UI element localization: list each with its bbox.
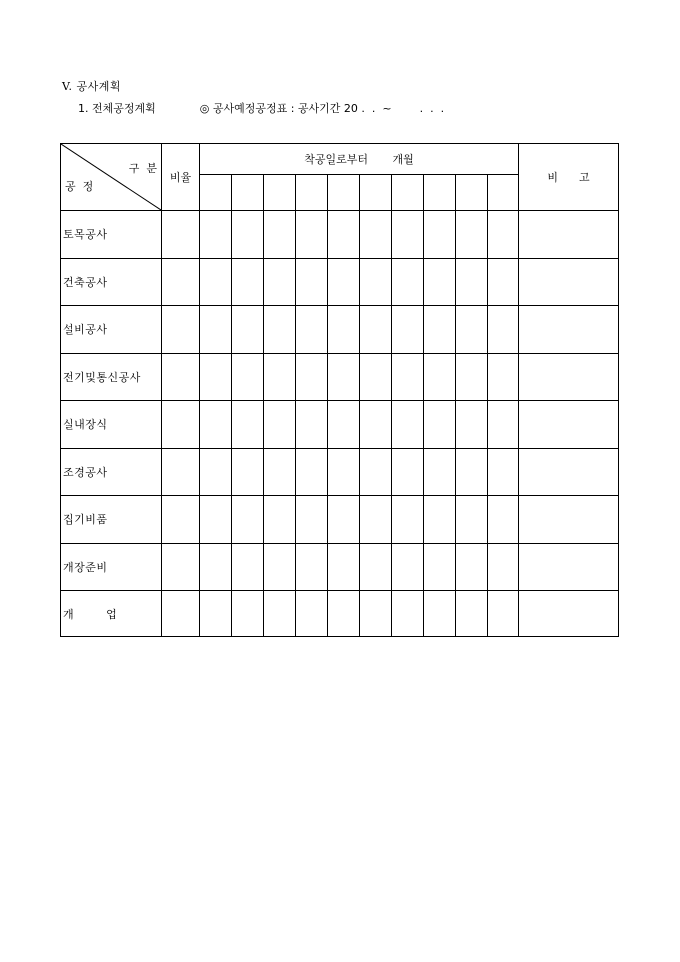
ratio-cell[interactable] (162, 448, 200, 496)
process-row (61, 448, 619, 496)
month-cell[interactable] (264, 591, 296, 637)
schedule-label: ◎ 공사예정공정표 : 공사기간 20 . . ~ . . . (199, 102, 445, 115)
remarks-cell[interactable] (519, 401, 619, 449)
month-cell[interactable] (264, 353, 296, 401)
month-cell[interactable] (264, 543, 296, 591)
month-cell[interactable] (360, 258, 392, 306)
month-cell[interactable] (264, 496, 296, 544)
month-cell[interactable] (296, 496, 328, 544)
month-cell[interactable] (360, 401, 392, 449)
month-cell (456, 175, 488, 211)
section-heading: V. 공사계획 (62, 80, 122, 93)
month-cell (200, 175, 232, 211)
month-cell[interactable] (232, 543, 264, 591)
remarks-cell[interactable] (519, 448, 619, 496)
ratio-cell[interactable] (162, 258, 200, 306)
month-cell[interactable] (200, 401, 232, 449)
month-cell[interactable] (360, 306, 392, 354)
month-cell[interactable] (200, 448, 232, 496)
month-cell[interactable] (456, 353, 488, 401)
month-cell[interactable] (456, 496, 488, 544)
month-cell[interactable] (200, 353, 232, 401)
month-cell[interactable] (264, 448, 296, 496)
month-cell[interactable] (200, 591, 232, 637)
month-cell[interactable] (424, 306, 456, 354)
month-cell[interactable] (488, 211, 519, 259)
remarks-cell[interactable] (519, 543, 619, 591)
month-cell[interactable] (328, 258, 360, 306)
month-cell[interactable] (328, 401, 360, 449)
month-cell[interactable] (360, 211, 392, 259)
month-cell[interactable] (456, 258, 488, 306)
process-name: 건축공사 (61, 258, 162, 306)
month-cell (328, 175, 360, 211)
process-row (61, 543, 619, 591)
month-cell[interactable] (424, 401, 456, 449)
month-cell[interactable] (200, 543, 232, 591)
process-name: 개장준비 (61, 543, 162, 591)
month-cell[interactable] (232, 353, 264, 401)
month-cell[interactable] (328, 591, 360, 637)
month-cell[interactable] (200, 258, 232, 306)
schedule-table (60, 143, 619, 637)
corner-process-label: 공 정 (65, 180, 94, 193)
month-cell[interactable] (392, 543, 424, 591)
month-cell[interactable] (488, 591, 519, 637)
month-cell[interactable] (296, 258, 328, 306)
month-cell[interactable] (392, 258, 424, 306)
month-cell[interactable] (488, 496, 519, 544)
month-cell[interactable] (360, 591, 392, 637)
month-cell[interactable] (232, 591, 264, 637)
month-cell[interactable] (360, 353, 392, 401)
month-cell[interactable] (328, 211, 360, 259)
month-cell[interactable] (456, 591, 488, 637)
month-cell[interactable] (296, 591, 328, 637)
process-row (61, 211, 619, 259)
month-cell[interactable] (296, 448, 328, 496)
month-cell[interactable] (296, 211, 328, 259)
month-cell[interactable] (424, 353, 456, 401)
process-row (61, 496, 619, 544)
month-cell[interactable] (392, 211, 424, 259)
month-cell[interactable] (456, 543, 488, 591)
process-name: 실내장식 (61, 401, 162, 449)
month-cell[interactable] (232, 306, 264, 354)
ratio-cell[interactable] (162, 211, 200, 259)
diagonal-line (61, 144, 161, 210)
month-cell[interactable] (488, 401, 519, 449)
month-cell[interactable] (488, 543, 519, 591)
month-cell[interactable] (456, 448, 488, 496)
month-cell[interactable] (200, 496, 232, 544)
month-cell[interactable] (200, 306, 232, 354)
remarks-cell[interactable] (519, 591, 619, 637)
ratio-cell[interactable] (162, 543, 200, 591)
month-cell[interactable] (328, 306, 360, 354)
corner-category-label: 구 분 (128, 162, 157, 175)
month-cell (424, 175, 456, 211)
month-cell[interactable] (392, 448, 424, 496)
process-row (61, 353, 619, 401)
month-cell[interactable] (424, 211, 456, 259)
process-name: 전기및통신공사 (61, 353, 162, 401)
ratio-cell[interactable] (162, 306, 200, 354)
month-cell[interactable] (328, 353, 360, 401)
process-row (61, 306, 619, 354)
ratio-cell[interactable] (162, 496, 200, 544)
month-cell[interactable] (424, 448, 456, 496)
remarks-cell[interactable] (519, 496, 619, 544)
month-cell[interactable] (232, 448, 264, 496)
remarks-cell[interactable] (519, 353, 619, 401)
month-cell[interactable] (456, 401, 488, 449)
month-cell (392, 175, 424, 211)
remarks-cell[interactable] (519, 258, 619, 306)
month-cell[interactable] (424, 543, 456, 591)
month-cell[interactable] (232, 258, 264, 306)
process-name: 집기비품 (61, 496, 162, 544)
month-cell[interactable] (296, 306, 328, 354)
process-name: 설비공사 (61, 306, 162, 354)
month-cell[interactable] (392, 496, 424, 544)
remarks-cell[interactable] (519, 306, 619, 354)
remarks-header: 비 고 (519, 144, 619, 211)
subsection-line (78, 100, 444, 116)
months-header: 착공일로부터 개월 (200, 144, 519, 175)
month-cell[interactable] (296, 353, 328, 401)
month-cell[interactable] (296, 543, 328, 591)
ratio-cell[interactable] (162, 591, 200, 637)
month-cell[interactable] (328, 448, 360, 496)
process-name: 토목공사 (61, 211, 162, 259)
process-row (61, 591, 619, 637)
month-cell[interactable] (424, 258, 456, 306)
month-cell[interactable] (392, 353, 424, 401)
month-cell[interactable] (360, 496, 392, 544)
month-cell[interactable] (360, 448, 392, 496)
month-cell[interactable] (488, 353, 519, 401)
month-cell[interactable] (488, 448, 519, 496)
ratio-header: 비율 (162, 144, 200, 211)
month-cell[interactable] (424, 591, 456, 637)
month-cell (264, 175, 296, 211)
month-cell[interactable] (392, 591, 424, 637)
process-name: 조경공사 (61, 448, 162, 496)
month-cell[interactable] (232, 496, 264, 544)
header-row (61, 144, 619, 175)
process-name: 개 업 (61, 591, 162, 637)
corner-cell (61, 144, 162, 211)
month-cell[interactable] (200, 211, 232, 259)
month-cell[interactable] (360, 543, 392, 591)
month-cell (488, 175, 519, 211)
month-cell[interactable] (392, 306, 424, 354)
process-row (61, 258, 619, 306)
month-cell (360, 175, 392, 211)
month-cell[interactable] (488, 306, 519, 354)
month-cell[interactable] (232, 401, 264, 449)
month-cell (296, 175, 328, 211)
month-cell[interactable] (488, 258, 519, 306)
month-cell[interactable] (232, 211, 264, 259)
month-cell[interactable] (392, 401, 424, 449)
ratio-cell[interactable] (162, 353, 200, 401)
ratio-cell[interactable] (162, 401, 200, 449)
month-cell[interactable] (264, 258, 296, 306)
month-cell[interactable] (264, 401, 296, 449)
month-cell[interactable] (456, 211, 488, 259)
subsection-title: 1. 전체공정계획 (78, 102, 156, 115)
month-cell[interactable] (264, 211, 296, 259)
process-row (61, 401, 619, 449)
remarks-cell[interactable] (519, 211, 619, 259)
month-cell[interactable] (264, 306, 296, 354)
month-cell[interactable] (328, 496, 360, 544)
month-cell (232, 175, 264, 211)
month-cell[interactable] (296, 401, 328, 449)
month-cell[interactable] (424, 496, 456, 544)
month-cell[interactable] (456, 306, 488, 354)
month-cell[interactable] (328, 543, 360, 591)
